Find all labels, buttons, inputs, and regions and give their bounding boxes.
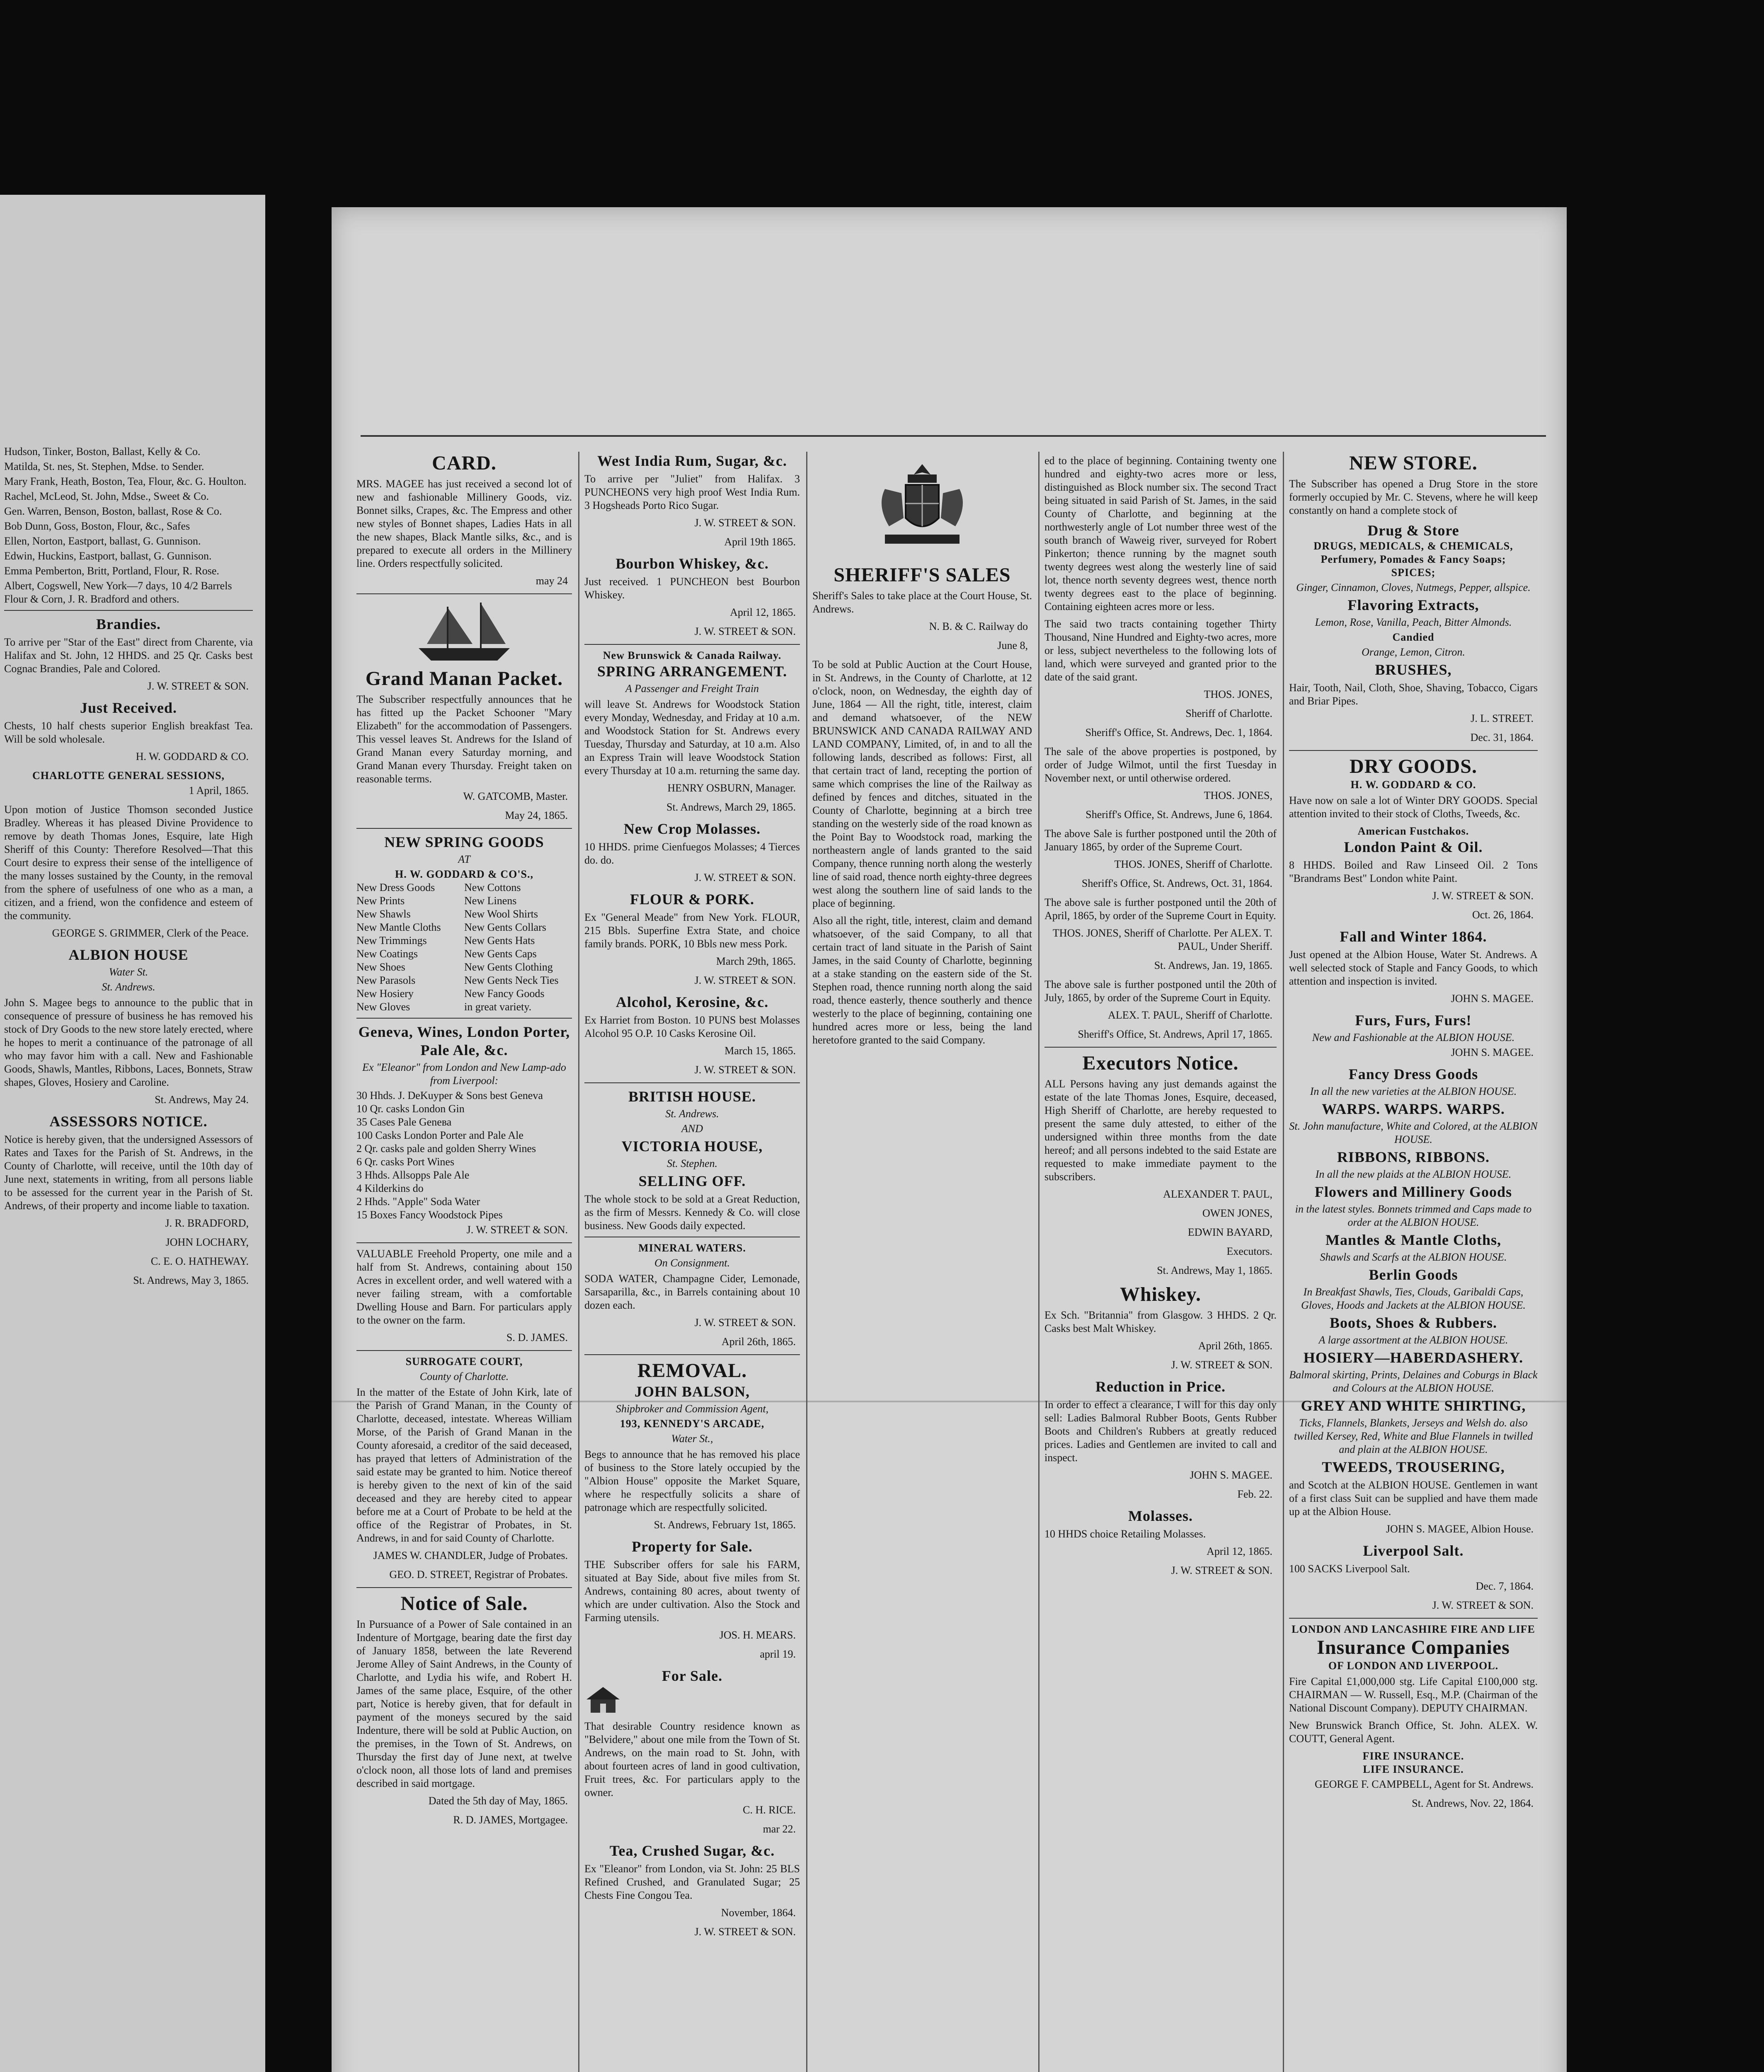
molasses-heading: New Crop Molasses. [623, 821, 761, 837]
geneva-item: 4 Kilderkins do [356, 1182, 424, 1194]
spring-goods-item: New Cottons [464, 881, 521, 893]
albion-subheading: Water St. [109, 966, 148, 978]
salt-heading: Liverpool Salt. [1363, 1542, 1464, 1559]
executor-3: EDWIN BAYARD, [1187, 1226, 1272, 1238]
tea-text: Ex "Eleanor" from London, via St. John: 25 BLS Refined Crushed, and Granulated Sugar; 25 Chests Fine Congou Tea. [584, 1863, 800, 1901]
bourbon-heading: Bourbon Whiskey, &c. [615, 555, 769, 572]
geneva-item: 10 Qr. casks London Gin [356, 1103, 465, 1115]
flour-heading: FLOUR & PORK. [630, 891, 754, 908]
postponed-notice-3-sig: THOS. JONES, Sheriff of Charlotte. Per ALEX. T. PAUL, Under Sheriff. [1052, 927, 1272, 952]
spring-goods-item: New Wool Shirts [464, 908, 538, 920]
sale-notice-text: In Pursuance of a Power of Sale contained in an Indenture of Mortgage, bearing date the first day of January 1858, between the late Reverend Jerome Alley of Saint Andrews, in the County of Charlotte, and Lydia his wife, and Robert H. James of the same place, Esquire, of the other part, Notice is hereby given, that for default in payment of the moneys secured by the said Indenture, there will be sold at Public Auction, on the premises, in the Town of St. Andrews, on Thursday the first day of June next, at twelve o'clock noon, all those lots of land and premises described in said mortgage. [356, 1618, 572, 1789]
spices-heading: SPICES; [1391, 566, 1436, 579]
column-2 [584, 452, 800, 2072]
geneva-heading: Geneva, Wines, London Porter, Pale Ale, &c. [358, 1024, 570, 1058]
removal-heading: REMOVAL. [637, 1360, 747, 1382]
assessors-heading: ASSESSORS NOTICE. [49, 1113, 208, 1130]
royal-coat-of-arms-icon [860, 456, 984, 559]
paint-text: 8 HHDS. Boiled and Raw Linseed Oil. 2 Tons "Brandrams Best" London white Paint. [1289, 859, 1538, 884]
column-1 [356, 452, 572, 2072]
newspaper-page [332, 207, 1567, 2072]
insurance-signature: GEORGE F. CAMPBELL, Agent for St. Andrews. [1314, 1778, 1534, 1790]
paint-signature: J. W. STREET & SON. [1432, 890, 1534, 902]
new-store-sub: Drug & Store [1367, 522, 1459, 539]
molasses-2-heading: Molasses. [1128, 1508, 1193, 1524]
spices-text: Ginger, Cinnamon, Cloves, Nutmegs, Pepper, allspice. [1296, 581, 1531, 593]
sheriffs-sales-body-2: Also all the right, title, interest, claim and demand whatsoever, of the said Company, to all that certain tract of land situate in the Parish of Saint James, in the said County of Charlotte, beginning at a stake standing on the eastern side of the St. Stephen road, thence running north along the said road, thence easterly, thence southerly and thence westerly to the place of beginning, containing one hundred acres more or less, being the land heretofore granted to the said Company. [812, 915, 1032, 1046]
railway-date: St. Andrews, March 29, 1865. [666, 801, 796, 813]
brushes-signature: J. L. STREET. [1471, 712, 1534, 724]
flowers-text: in the latest styles. Bonnets trimmed and Caps made to order at the ALBION HOUSE. [1295, 1203, 1532, 1228]
sheriffs-cont-signature: THOS. JONES, [1204, 688, 1272, 700]
whiskey-text: Ex Sch. "Britannia" from Glasgow. 3 HHDS. 2 Qr. Casks best Malt Whiskey. [1044, 1309, 1277, 1334]
shipping-line: Mary Frank, Heath, Boston, Tea, Flour, &c. G. Houlton. [4, 475, 247, 487]
shipping-line: Gen. Warren, Benson, Boston, ballast, Rose & Co. [4, 505, 222, 517]
albion-text: John S. Magee begs to announce to the public that in consequence of pressure of business he has removed his stock of Dry Goods to the new store lately erected, where he hopes to merit a continuance of the patronage of all who may favor him with a call. New and Fashionable Goods, Shawls, Mantles, Ribbons, Laces, Bonnets, Straw shapes, Gloves, Hosiery and Caroline. [4, 997, 253, 1088]
postponed-notice-1-date: Sheriff's Office, St. Andrews, June 6, 1864. [1086, 808, 1272, 821]
spring-goods-row [356, 987, 572, 1000]
brushes-date: Dec. 31, 1864. [1470, 731, 1534, 743]
shipping-line: Ellen, Norton, Eastport, ballast, G. Gunnison. [4, 535, 201, 547]
brandies-text: To arrive per "Star of the East" direct from Charente, via Halifax and St. John, 12 HHDS. and 25 Qr. Casks best Cognac Brandies, Pale and Colored. [4, 636, 253, 675]
spring-goods-at: AT [458, 853, 470, 865]
spring-goods-row [356, 881, 572, 894]
farm-signature: S. D. JAMES. [506, 1331, 568, 1343]
spring-goods-row [356, 934, 572, 947]
berlin-text: In Breakfast Shawls, Ties, Clouds, Garibaldi Caps, Gloves, Hoods and Jackets at the ALBION HOUSE. [1301, 1286, 1526, 1311]
sheriffs-cont-role: Sheriff of Charlotte. [1185, 707, 1272, 719]
flavoring-heading: Flavoring Extracts, [1347, 597, 1479, 613]
reduction-text: In order to effect a clearance, I will for this day only sell: Ladies Balmoral Rubber Boots, Gents Rubber Boots and Children's Rubbers at greatly reduced prices. Ladies and Gentlemen are invited to call and inspect. [1044, 1399, 1277, 1464]
geneva-subheading: Ex "Eleanor" from London and New Lamp-ado from Liverpool: [362, 1061, 566, 1087]
shipping-line: Albert, Cogswell, New York—7 days, 10 4/2 Barrels Flour & Corn, J. R. Bradford and others. [4, 580, 232, 605]
fancy-dress-text: In all the new varieties at the ALBION HOUSE. [1310, 1085, 1517, 1097]
rum-heading: West India Rum, Sugar, &c. [597, 453, 787, 469]
brandies-signature: J. W. STREET & SON. [147, 680, 249, 692]
selling-off-heading: SELLING OFF. [638, 1173, 746, 1189]
assessors-sig-1: J. R. BRADFORD, [165, 1217, 249, 1229]
shipping-list [4, 445, 253, 606]
molasses-2-date: April 12, 1865. [1207, 1545, 1272, 1557]
ribbons-text: In all the new plaids at the ALBION HOUSE. [1315, 1168, 1512, 1180]
packet-signature: W. GATCOMB, Master. [463, 790, 568, 802]
column-rule [578, 452, 579, 2072]
flowers-heading: Flowers and Millinery Goods [1315, 1184, 1512, 1200]
fancy-dress-heading: Fancy Dress Goods [1348, 1066, 1478, 1082]
postponed-notice-3-date: St. Andrews, Jan. 19, 1865. [1154, 959, 1272, 971]
card-text: MRS. MAGEE has just received a second lot of new and fashionable Millinery Goods, viz. Bonnet silks, Crapes, &c. The Empress and other new styles of Bonnet shapes, Ladies Hats in all the new shapes, Black Mantle silks, &c., and is prepared to execute all orders in the Millinery line. Orders respectfully solicited. [356, 478, 572, 569]
postponed-notice-4-sig: ALEX. T. PAUL, Sheriff of Charlotte. [1108, 1009, 1272, 1021]
berlin-heading: Berlin Goods [1369, 1266, 1458, 1283]
geneva-item: 3 Hhds. Allsopps Pale Ale [356, 1169, 470, 1181]
boots-text: A large assortment at the ALBION HOUSE. [1318, 1334, 1508, 1346]
packet-text: The Subscriber respectfully announces that he has fitted up the Packet Schooner "Mary Elizabeth" for the accommodation of Passengers. This vessel leaves St. Andrews for the Island of Grand Manan every Saturday morning, and Grand Manan every Thursday. Freight taken on reasonable terms. [356, 693, 572, 785]
sheriffs-cont-text-2: The said two tracts containing together Thirty Thousand, Nine Hundred and Eighty-two acres, more or less, subject nevertheless to the following lots of land, which were surveyed and granted prior to the date of the said grant. [1044, 618, 1277, 683]
spring-goods-list [356, 881, 572, 1014]
candied-text: Orange, Lemon, Citron. [1362, 646, 1465, 658]
mineral-signature: J. W. STREET & SON. [694, 1317, 796, 1329]
victoria-house-heading: VICTORIA HOUSE, [621, 1138, 763, 1155]
postponed-notice-2-date: Sheriff's Office, St. Andrews, Oct. 31, 1864. [1081, 877, 1272, 889]
dry-goods-heading: DRY GOODS. [1350, 755, 1477, 777]
sheriffs-cont-text: ed to the place of beginning. Containing twenty one hundred and eighty-two acres more or less, distinguished as Block number six. The second Tract being situated in said Parish of St. James, in the said County of Charlotte, and beginning at the northwesterly angle of Lot number three west of the south branch of Waweig river, surveyed for Robert Pinkerton; thence running by the magnet south twenty degrees west along the westerly line of said lot, thence north seventy degrees west, thence north twenty degrees east to the place of beginning. Containing eighteen acres more or less. [1044, 455, 1277, 612]
salt-signature: J. W. STREET & SON. [1432, 1599, 1534, 1611]
sale-notice-date: Dated the 5th day of May, 1865. [428, 1795, 568, 1807]
hosiery-heading: HOSIERY—HABERDASHERY. [1303, 1349, 1524, 1366]
removal-name: JOHN BALSON, [634, 1383, 750, 1400]
sheriffs-sales-intro: Sheriff's Sales to take place at the Court House, St. Andrews. [812, 590, 1032, 615]
sheriffs-sales-railway: N. B. & C. Railway do [929, 620, 1028, 632]
mineral-date: April 26th, 1865. [721, 1336, 796, 1348]
sheriffs-cont-date: Sheriff's Office, St. Andrews, Dec. 1, 1864. [1085, 726, 1272, 738]
fall-winter-heading: Fall and Winter 1864. [1340, 928, 1487, 945]
shipping-line: Matilda, St. nes, St. Stephen, Mdse. to Sender. [4, 460, 204, 472]
spring-goods-item: New Coatings [356, 948, 418, 960]
ship-icon [410, 598, 518, 665]
furs-heading: Furs, Furs, Furs! [1355, 1012, 1472, 1029]
reduction-signature: JOHN S. MAGEE. [1190, 1469, 1272, 1481]
removal-street: Water St., [671, 1433, 713, 1445]
column-5 [1289, 452, 1538, 2072]
paint-heading: London Paint & Oil. [1344, 839, 1483, 855]
insurance-heading: Insurance Companies [1317, 1636, 1510, 1658]
selling-off-text: The whole stock to be sold at a Great Reduction, as the firm of Messrs. Kennedy & Co. will close business. New Goods daily expected. [584, 1193, 800, 1232]
geneva-item: 15 Boxes Fancy Woodstock Pipes [356, 1209, 503, 1221]
executors-text: ALL Persons having any just demands against the estate of the late Thomas Jones, Esquire, deceased, High Sheriff of Charlotte, are hereby requested to present the same duly attested, to either of the undersigned within three months from the date hereof; and all persons indebted to the said Estate are requested to make immediate payment to the subscribers. [1044, 1078, 1277, 1183]
spring-goods-item: in great variety. [464, 1001, 532, 1013]
new-store-heading: NEW STORE. [1349, 452, 1478, 474]
farm-text: VALUABLE Freehold Property, one mile and a half from St. Andrews, containing about 150 Acres in excellent order, and well watered with a never failing stream, with a comfortable Dwelling House and Barn. For particulars apply to the owner on the farm. [356, 1248, 572, 1326]
warps-heading: WARPS. WARPS. WARPS. [1322, 1101, 1505, 1117]
railway-subheading: A Passenger and Freight Train [625, 683, 759, 695]
salt-date: Dec. 7, 1864. [1476, 1580, 1534, 1592]
geneva-item: 100 Casks London Porter and Pale Ale [356, 1129, 523, 1141]
column-rule [806, 452, 807, 2072]
spring-goods-item: New Gents Hats [464, 934, 535, 946]
british-house-place: St. Andrews. [665, 1108, 719, 1120]
assessors-sig-2: JOHN LOCHARY, [165, 1236, 249, 1248]
executors-date: St. Andrews, May 1, 1865. [1157, 1264, 1272, 1276]
forsale-heading: For Sale. [662, 1668, 723, 1684]
grey-shirting-text: Ticks, Flannels, Blankets, Jerseys and Welsh do. also twilled Kersey, Red, White and Blue Flannels in twilled and plain at the ALBION HOUSE. [1294, 1417, 1533, 1455]
sheriffs-sales-body: To be sold at Public Auction at the Court House, in St. Andrews, in the County of Charlotte, at 12 o'clock, noon, on Wednesday, the eighth day of June, 1864 — All the right, title, interest, claim and demand whatsoever, of the NEW BRUNSWICK AND CANADA RAILWAY AND LAND COMPANY, Limited, of, in and to all the following lands, described as follows: First, all that certain tract of land, recepting the portion of same which comprises the line of the Railway as defined by fences and ditches, situated in the County of Charlotte, beginning at a birch tree standing on the westerly side of the road known as the Point Bay to Woodstock road, marking the northeastern angle of lands granted to the said Company, thence running north along the westerly line of said road, thence north eighty-three degrees west along the southern line of said lands to the place of beginning. [812, 658, 1032, 909]
candied-heading: Candied [1392, 631, 1434, 643]
property-signature: JOS. H. MEARS. [719, 1629, 796, 1641]
postponed-notice-4-date: Sheriff's Office, St. Andrews, April 17, 1865. [1078, 1028, 1272, 1040]
tweeds-text: and Scotch at the ALBION HOUSE. Gentlemen in want of a first class Suit can be supplied and have them made up at the Albion House. [1289, 1479, 1538, 1518]
spring-goods-item: New Fancy Goods [464, 988, 545, 1000]
tea-signature: J. W. STREET & SON. [694, 1926, 796, 1938]
warps-text: St. John manufacture, White and Colored, at the ALBION HOUSE. [1289, 1120, 1538, 1145]
brandies-heading: Brandies. [96, 616, 161, 632]
card-heading: CARD. [432, 452, 497, 474]
fall-winter-signature: JOHN S. MAGEE. [1451, 992, 1534, 1005]
spring-goods-row [356, 921, 572, 934]
sheriffs-sales-date: June 8, [997, 639, 1028, 651]
alcohol-text: Ex Harriet from Boston. 10 PUNS best Molasses Alcohol 95 O.P. 10 Casks Kerosine Oil. [584, 1014, 800, 1039]
forsale-signature: C. H. RICE. [743, 1804, 796, 1816]
sessions-text: Upon motion of Justice Thomson seconded Justice Bradley. Whereas it has pleased Divine Providence to remove by death Thomas Jones, Esquire, late High Sheriff of this County: Therefore Resolved—That this Court desire to express their sense of the intelligence of the many losses sustained by the County, in the removal from the sphere of usefulness of one who as a man, a citizen, and a friend, won the confidence and esteem of the community. [4, 804, 253, 922]
rum-text: To arrive per "Juliet" from Halifax. 3 PUNCHEONS very high proof West India Rum. 3 Hogsheads Porto Rico Sugar. [584, 473, 800, 511]
grey-shirting-heading: GREY AND WHITE SHIRTING, [1301, 1397, 1526, 1414]
column-3 [812, 452, 1032, 2072]
just-received-text: Chests, 10 half chests superior English breakfast Tea. Will be sold wholesale. [4, 720, 253, 745]
mineral-subheading: On Consignment. [654, 1257, 730, 1269]
molasses-text: 10 HHDS. prime Cienfuegos Molasses; 4 Tierces do. do. [584, 841, 800, 866]
removal-role: Shipbroker and Commission Agent, [615, 1403, 769, 1415]
packet-date: May 24, 1865. [505, 809, 568, 821]
brushes-text: Hair, Tooth, Nail, Cloth, Shoe, Shaving, Tobacco, Cigars and Briar Pipes. [1289, 682, 1538, 707]
ribbons-heading: RIBBONS, RIBBONS. [1337, 1149, 1490, 1165]
railway-arrangement: SPRING ARRANGEMENT. [597, 663, 788, 680]
mineral-heading: MINERAL WATERS. [638, 1242, 746, 1254]
spring-goods-row [356, 908, 572, 921]
column-rule [1283, 452, 1284, 2072]
tea-heading: Tea, Crushed Sugar, &c. [609, 1842, 775, 1859]
surrogate-signature: JAMES W. CHANDLER, Judge of Probates. [373, 1549, 568, 1561]
spring-goods-row [356, 974, 572, 987]
removal-date: St. Andrews, February 1st, 1865. [654, 1519, 796, 1531]
surrogate-text: In the matter of the Estate of John Kirk, late of the Parish of Grand Manan, in the County of Charlotte, deceased, intestate. Whereas William Morse, of the Parish of Grand Manan in the County aforesaid, a creditor of the said deceased, has prayed that letters of Administration of the said estate may be granted to him. Notice thereof is hereby given to the next of kin of the said deceased and they are hereby cited to appear before me at a Court of Probate to be held at the office of the Registrar of Probates, in St. Andrews, in and for said County of Charlotte. [356, 1386, 572, 1544]
whiskey-signature: J. W. STREET & SON. [1171, 1359, 1272, 1371]
sale-notice-signature: R. D. JAMES, Mortgagee. [453, 1814, 568, 1826]
geneva-list [356, 1089, 572, 1222]
executors-role: Executors. [1226, 1245, 1272, 1257]
alcohol-signature: J. W. STREET & SON. [694, 1064, 796, 1076]
tweeds-signature: JOHN S. MAGEE, Albion House. [1386, 1523, 1534, 1535]
spring-goods-item: New Gents Collars [464, 921, 546, 933]
drugs-line: DRUGS, MEDICALS, & CHEMICALS, Perfumery, Pomades & Fancy Soaps; [1313, 540, 1513, 565]
house-icon [584, 1685, 622, 1714]
shipping-line: Hudson, Tinker, Boston, Ballast, Kelly & Co. [4, 445, 201, 457]
insurance-sub: OF LONDON AND LIVERPOOL. [1328, 1660, 1499, 1672]
postponed-notice-1: The sale of the above properties is postponed, by order of Judge Wilmot, until the first Tuesday in November next, or until otherwise ordered. [1044, 746, 1277, 784]
geneva-item: 2 Qr. casks pale and golden Sherry Wines [356, 1143, 536, 1155]
british-house-heading: BRITISH HOUSE. [628, 1088, 756, 1105]
shipping-line: Emma Pemberton, Britt, Portland, Flour, R. Rose. [4, 565, 219, 577]
shipping-line: Edwin, Huckins, Eastport, ballast, G. Gunnison. [4, 550, 212, 562]
surrogate-heading: SURROGATE COURT, [405, 1356, 523, 1368]
bourbon-text: Just received. 1 PUNCHEON best Bourbon Whiskey. [584, 576, 800, 601]
executors-heading: Executors Notice. [1082, 1052, 1239, 1074]
spring-goods-item: New Gents Clothing [464, 961, 553, 973]
packet-heading: Grand Manan Packet. [365, 668, 563, 690]
left-page-column [4, 443, 253, 2072]
forsale-text: That desirable Country residence known as "Belvidere," about one mile from the Town of St. Andrews, on the main road to St. John, with about fourteen acres of land in good cultivation, Fruit trees, &c. For particulars apply to the owner. [584, 1720, 800, 1798]
assessors-date: St. Andrews, May 3, 1865. [133, 1274, 249, 1286]
removal-text: Begs to announce that he has removed his place of business to the Store lately occupied by the "Albion House" opposite the Market Square, where he respectfully solicits a share of patronage which are respectfully solicited. [584, 1448, 800, 1513]
fall-winter-text: Just opened at the Albion House, Water St. Andrews. A well selected stock of Staple and Fancy Goods, to which attention and inspection is invited. [1289, 949, 1538, 987]
tweeds-heading: TWEEDS, TROUSERING, [1322, 1459, 1505, 1475]
spring-goods-item: New Gloves [356, 1001, 410, 1013]
left-page-fragment [0, 195, 265, 2072]
reduction-heading: Reduction in Price. [1095, 1378, 1226, 1395]
insurance-text: Fire Capital £1,000,000 stg. Life Capital £100,000 stg. CHAIRMAN — W. Russell, Esq., M.P. (Chairman of the National Discount Company). DEPUTY CHAIRMAN. [1289, 1675, 1538, 1714]
spring-goods-item: New Gents Neck Ties [464, 974, 559, 986]
mantles-text: Shawls and Scarfs at the ALBION HOUSE. [1320, 1251, 1507, 1263]
insurance-head: LONDON AND LANCASHIRE FIRE AND LIFE [1292, 1623, 1535, 1635]
bourbon-date: April 12, 1865. [730, 606, 796, 618]
flour-signature: J. W. STREET & SON. [694, 974, 796, 986]
surrogate-subheading: County of Charlotte. [419, 1370, 509, 1382]
furs-signature: JOHN S. MAGEE. [1451, 1046, 1534, 1058]
top-rule [361, 435, 1546, 437]
spring-goods-item: New Dress Goods [356, 881, 435, 893]
mantles-heading: Mantles & Mantle Cloths, [1325, 1232, 1501, 1248]
executor-1: ALEXANDER T. PAUL, [1163, 1188, 1272, 1200]
rum-date: April 19th 1865. [724, 536, 796, 548]
spring-goods-item: New Shawls [356, 908, 411, 920]
whiskey-date: April 26th, 1865. [1198, 1340, 1272, 1352]
flour-date: March 29th, 1865. [716, 955, 796, 967]
albion-place: St. Andrews. [102, 981, 155, 993]
geneva-signature: J. W. STREET & SON. [466, 1224, 568, 1236]
railway-text: will leave St. Andrews for Woodstock Station every Monday, Wednesday, and Friday at 10 a.m. and Woodstock Station for St. Andrews every Tuesday, Thursday and Saturday, at 10 a.m. Also an Express Train will leave Woodstock Station every Thursday at 10 a.m. returning the same day. [584, 698, 800, 777]
flour-text: Ex "General Meade" from New York. FLOUR, 215 Bbls. Superfine Extra State, and choice family brands. PORK, 10 Bbls new mess Pork. [584, 911, 800, 950]
spring-goods-item: New Hosiery [356, 988, 414, 1000]
sale-notice-heading: Notice of Sale. [400, 1593, 528, 1615]
spring-goods-item: New Linens [464, 895, 517, 907]
removal-address: 193, KENNEDY'S ARCADE, [620, 1418, 765, 1430]
shipping-line: Rachel, McLeod, St. John, Mdse., Sweet & Co. [4, 490, 209, 502]
column-rule [1038, 452, 1040, 2072]
executor-2: OWEN JONES, [1202, 1207, 1272, 1219]
spring-goods-heading: NEW SPRING GOODS [384, 834, 544, 850]
spring-goods-item: New Shoes [356, 961, 405, 973]
property-text: THE Subscriber offers for sale his FARM, situated at Bay Side, about five miles from St. Andrews, containing 80 acres, about twenty of which are under cultivation. Also the Stock and Farming utensils. [584, 1559, 800, 1624]
furs-text: New and Fashionable at the ALBION HOUSE. [1312, 1031, 1515, 1043]
geneva-item: 2 Hhds. "Apple" Soda Water [356, 1196, 480, 1208]
rum-signature: J. W. STREET & SON. [694, 517, 796, 529]
boots-heading: Boots, Shoes & Rubbers. [1329, 1314, 1497, 1331]
insurance-date: St. Andrews, Nov. 22, 1864. [1412, 1797, 1534, 1809]
railway-signature: HENRY OSBURN, Manager. [667, 782, 796, 794]
geneva-item: 6 Qr. casks Port Wines [356, 1156, 455, 1168]
property-heading: Property for Sale. [632, 1538, 753, 1555]
railway-heading: New Brunswick & Canada Railway. [603, 649, 782, 661]
insurance-agents: New Brunswick Branch Office, St. John. ALEX. W. COUTT, General Agent. [1289, 1719, 1538, 1745]
forsale-date: mar 22. [763, 1823, 796, 1835]
new-store-text: The Subscriber has opened a Drug Store in the store formerly occupied by Mr. C. Stevens, where he will keep constantly on hand a complete stock of [1289, 478, 1538, 516]
salt-text: 100 SACKS Liverpool Salt. [1289, 1563, 1410, 1575]
postponed-notice-3: The above sale is further postponed until the 20th of April, 1865, by order of the Supreme Court in Equity. [1044, 896, 1277, 922]
brushes-heading: BRUSHES, [1375, 661, 1452, 678]
reduction-date: Feb. 22. [1237, 1488, 1272, 1500]
sessions-heading: CHARLOTTE GENERAL SESSIONS, [32, 770, 225, 782]
tea-date: November, 1864. [721, 1907, 796, 1919]
molasses-2-signature: J. W. STREET & SON. [1171, 1564, 1272, 1576]
sheriffs-sales-heading: SHERIFF'S SALES [834, 564, 1011, 586]
postponed-notice-1-sig: THOS. JONES, [1204, 789, 1272, 801]
life-insurance-heading: LIFE INSURANCE. [1363, 1763, 1464, 1775]
spring-goods-row [356, 961, 572, 974]
just-received-signature: H. W. GODDARD & CO. [136, 750, 249, 762]
property-date: april 19. [760, 1648, 796, 1660]
column-4 [1044, 452, 1277, 2072]
albion-footer: St. Andrews, May 24. [155, 1094, 249, 1106]
assessors-text: Notice is hereby given, that the undersigned Assessors of Rates and Taxes for the Parish of St. Andrews, in the County of Charlotte, will receive, until the 10th day of June next, statements in writing, from all persons liable to be assessed for the current year in the Parish of St. Andrews, of their property and income liable to taxation. [4, 1133, 253, 1212]
dry-goods-firm: H. W. GODDARD & CO. [1350, 779, 1476, 791]
geneva-item: 35 Cases Pale Genева [356, 1116, 452, 1128]
alcohol-date: March 15, 1865. [724, 1045, 796, 1057]
postponed-notice-2: The above Sale is further postponed until the 20th of January 1865, by order of the Supreme Court. [1044, 828, 1277, 853]
dry-goods-text: Have now on sale a lot of Winter DRY GOODS. Special attention invited to their stock of Cloths, Tweeds, &c. [1289, 794, 1538, 820]
whiskey-heading: Whiskey. [1119, 1283, 1202, 1305]
paint-date: Oct. 26, 1864. [1472, 909, 1534, 921]
alcohol-heading: Alcohol, Kerosine, &c. [615, 994, 769, 1010]
spring-goods-item: New Prints [356, 895, 405, 907]
spring-goods-item: New Parasols [356, 974, 416, 986]
mineral-text: SODA WATER, Champagne Cider, Lemonade, Sarsaparilla, &c., in Barrels containing about 10 dozen each. [584, 1273, 800, 1311]
sessions-date: 1 April, 1865. [189, 784, 249, 796]
british-house-and: AND [681, 1123, 703, 1135]
spring-goods-row [356, 947, 572, 961]
spring-goods-item: New Mantle Cloths [356, 921, 441, 933]
assessors-sig-3: C. E. O. HATHEWAY. [150, 1255, 249, 1267]
spring-goods-item: New Trimmings [356, 934, 427, 946]
sessions-signature: GEORGE S. GRIMMER, Clerk of the Peace. [52, 927, 249, 939]
bourbon-signature: J. W. STREET & SON. [694, 625, 796, 637]
surrogate-registrar: GEO. D. STREET, Registrar of Probates. [389, 1569, 568, 1581]
card-date: may 24 [536, 575, 568, 587]
just-received-heading: Just Received. [80, 700, 177, 716]
spring-goods-row [356, 894, 572, 908]
dry-goods-sub: American Fustchakos. [1357, 825, 1469, 837]
victoria-house-place: St. Stephen. [666, 1157, 718, 1169]
spring-goods-item: New Gents Caps [464, 948, 537, 960]
hosiery-text: Balmoral skirting, Prints, Delaines and Coburgs in Black and Colours at the ALBION HOUSE. [1289, 1369, 1538, 1394]
postponed-notice-4: The above sale is further postponed until the 20th of July, 1865, by order of the Supreme Court in Equity. [1044, 978, 1277, 1004]
albion-heading: ALBION HOUSE [68, 946, 189, 963]
flavoring-text: Lemon, Rose, Vanilla, Peach, Bitter Almonds. [1315, 616, 1512, 628]
shipping-line: Bob Dunn, Goss, Boston, Flour, &c., Safes [4, 520, 190, 532]
molasses-2-text: 10 HHDS choice Retailing Molasses. [1044, 1528, 1206, 1540]
postponed-notice-2-sig: THOS. JONES, Sheriff of Charlotte. [1114, 858, 1272, 870]
spring-goods-firm: H. W. GODDARD & CO'S., [395, 868, 534, 880]
spring-goods-row [356, 1000, 572, 1014]
geneva-item: 30 Hhds. J. DeKuyper & Sons best Geneva [356, 1089, 543, 1101]
molasses-signature: J. W. STREET & SON. [694, 871, 796, 884]
fire-insurance-heading: FIRE INSURANCE. [1362, 1750, 1464, 1762]
